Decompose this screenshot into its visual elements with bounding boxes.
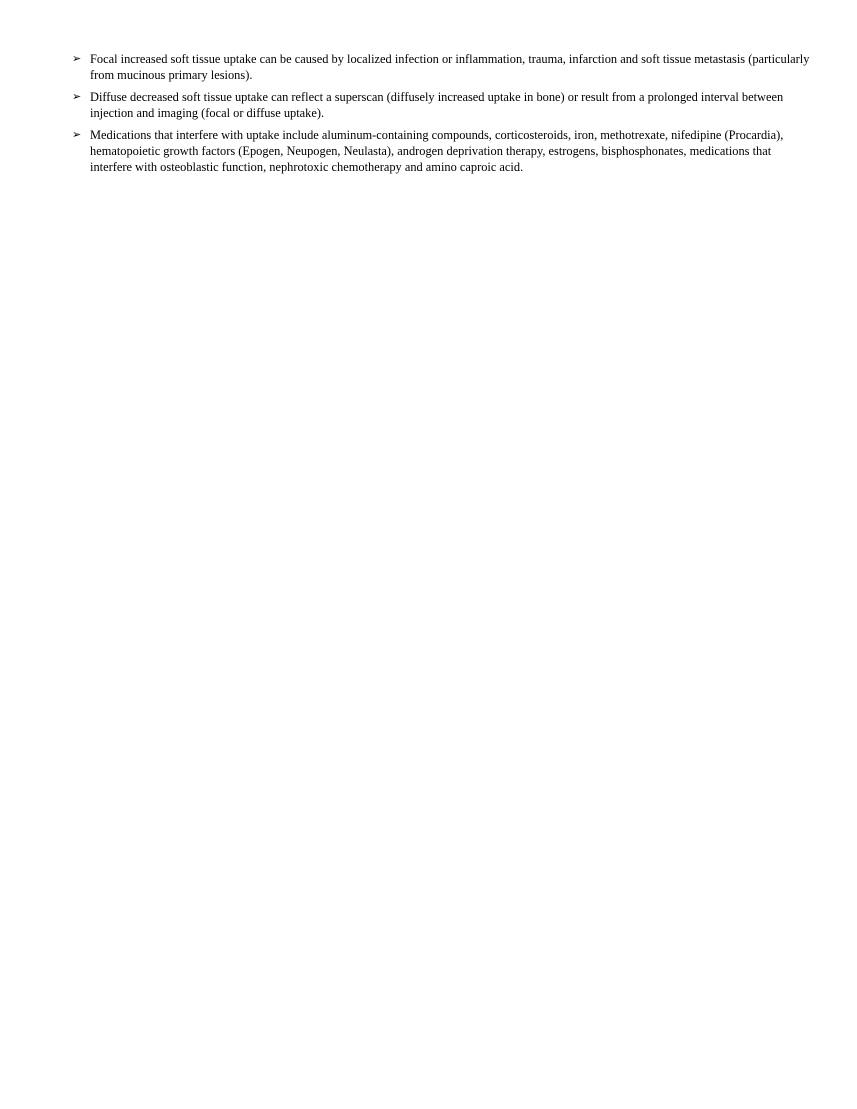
arrow-bullet-icon: ➢ (72, 128, 82, 141)
bullet-item-focal-uptake (72, 51, 812, 83)
bullet-text: Medications that interfere with uptake include aluminum-containing compounds, corticosteroids, iron, methotrexate, nifedipine (Procardia), hematopoietic growth factors (Epogen, Neupogen, Neulasta), androgen deprivation therapy, estrogens, bisphosphonates, medications that interfere with osteoblastic function, nephrotoxic chemotherapy and amino caproic acid. (90, 128, 784, 174)
bullet-text: Focal increased soft tissue uptake can be caused by localized infection or inflammation, trauma, infarction and soft tissue metastasis (particularly from mucinous primary lesions). (90, 52, 810, 82)
bullet-text: Diffuse decreased soft tissue uptake can reflect a superscan (diffusely increased uptake in bone) or result from a prolonged interval between injection and imaging (focal or diffuse uptake). (90, 90, 784, 120)
arrow-bullet-icon: ➢ (72, 52, 82, 65)
bullet-list (72, 51, 812, 181)
bullet-item-diffuse-uptake (72, 89, 812, 121)
bullet-item-medications (72, 127, 812, 175)
arrow-bullet-icon: ➢ (72, 90, 82, 103)
